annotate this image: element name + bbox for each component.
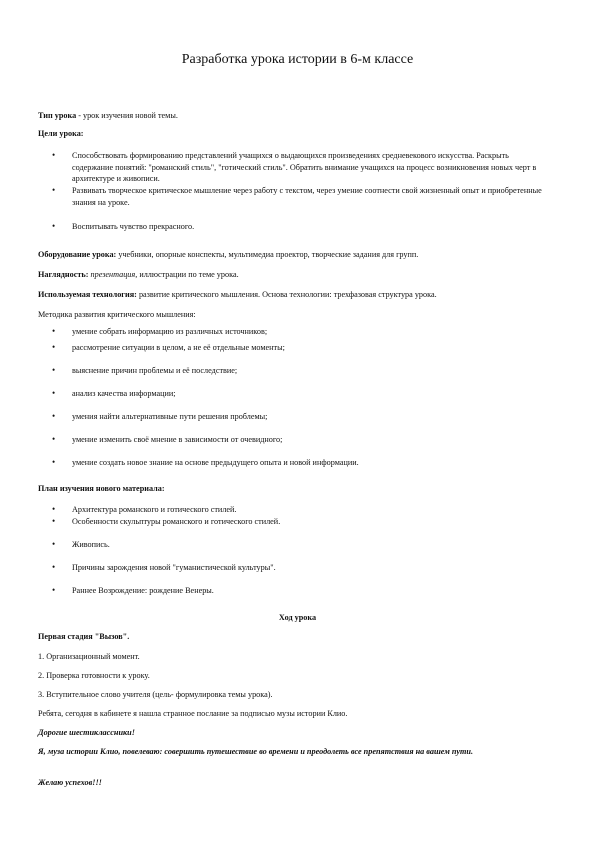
lesson-type-text: - урок изучения новой темы. [76,111,178,120]
letter-closing: Желаю успехов!!! [38,778,102,787]
plan-heading: План изучения нового материала: [38,484,165,493]
list-item: • Причины зарождения новой "гуманистической культуры". [72,562,542,574]
lesson-type-label: Тип урока [38,111,77,120]
technology-text: развитие критического мышления. Основа технологии: трехфазовая структура урока. [136,290,437,299]
visual-italic: презентация [88,270,136,279]
methodology-intro: Методика развития критического мышления: [38,310,196,319]
list-item: • анализ качества информации; [72,388,542,400]
equipment [38,249,568,261]
list-item: • выяснение причин проблемы и её последствие; [72,365,542,377]
list-item: • умение изменить своё мнение в зависимости от очевидного; [72,434,542,446]
list-item: • умение собрать информацию из различных источников; [72,326,542,338]
technology [38,289,568,301]
list-item: • рассмотрение ситуации в целом, а не её отдельные моменты; [72,342,542,354]
visual-aids [38,269,568,281]
technology-label: Используемая технология: [38,290,137,299]
letter-greeting: Дорогие шестиклассники! [38,728,135,737]
list-item: • Раннее Возрождение: рождение Венеры. [72,585,542,597]
list-item: • умение создать новое знание на основе предыдущего опыта и новой информации. [72,457,542,469]
visual-text: , иллюстрации по теме урока. [135,270,239,279]
list-item: • Архитектура романского и готического стилей. [72,504,542,516]
lesson-type [38,110,568,122]
list-item: • Воспитывать чувство прекрасного. [72,221,542,233]
visual-label: Наглядность: [38,270,89,279]
list-item: • Способствовать формированию представлений учащихся о выдающихся произведениях средневекового искусства. Раскрыть содержание понятий: "романский стиль", "готический стиль". Обратить внимание учащихся на процесс возникновения новых черт в архитектуре и живописи. [72,150,542,185]
step-item: 2. Проверка готовности к уроку. [38,671,150,680]
page-title: Разработка урока истории в 6-м классе [181,52,414,67]
list-item: • Живопись. [72,539,542,551]
equipment-text: учебники, опорные конспекты, мультимедиа проектор, творческие задания для групп. [116,250,419,259]
list-item: • Развивать творческое критическое мышление через работу с текстом, через умение соотнести свой жизненный опыт и приобретенные знания на уроке. [72,185,542,208]
list-item: • умения найти альтернативные пути решения проблемы; [72,411,542,423]
list-item: • Особенности скульптуры романского и готического стилей. [72,516,542,528]
equipment-label: Оборудование урока: [38,250,117,259]
letter-body: Я, муза истории Клио, повелеваю: совершить путешествие во времени и преодолеть все препятствия на вашем пути. [38,747,474,756]
goals-heading: Цели урока: [38,129,84,138]
stage-heading: Первая стадия "Вызов". [38,632,130,641]
story-text: Ребята, сегодня в кабинете я нашла странное послание за подписью музы истории Клио. [38,709,348,718]
step-item: 3. Вступительное слово учителя (цель- формулировка темы урока). [38,690,273,699]
lesson-flow-heading: Ход урока [278,613,317,622]
step-item: 1. Организационный момент. [38,652,140,661]
